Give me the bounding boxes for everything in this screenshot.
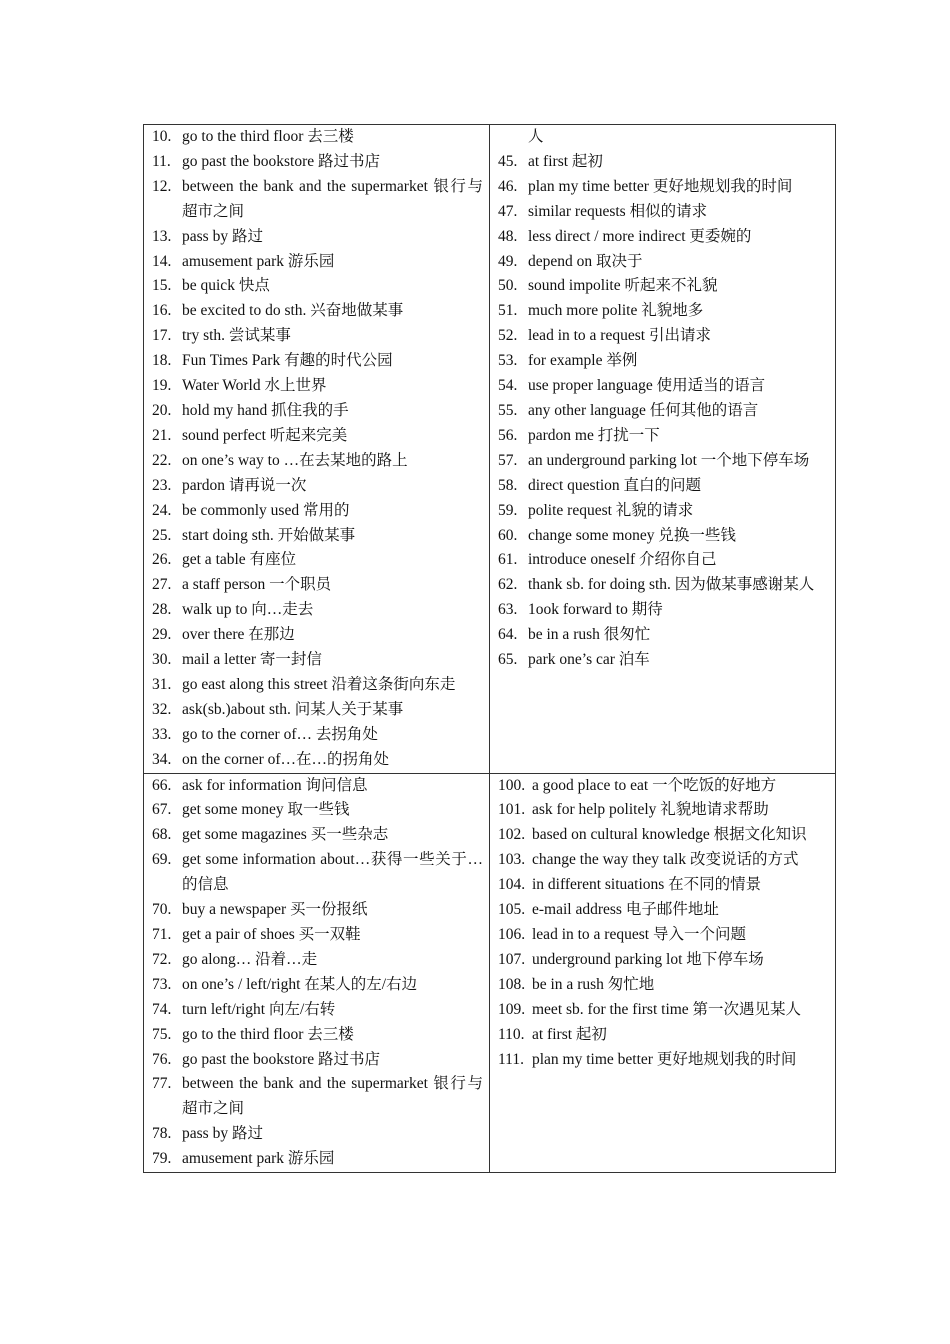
list-item xyxy=(498,200,829,225)
continued-text: 人 xyxy=(528,128,544,145)
item-number: 13. xyxy=(152,227,172,245)
item-number: 105. xyxy=(498,901,526,919)
item-text: pass by 路过 xyxy=(182,1125,263,1143)
item-number: 49. xyxy=(498,252,518,270)
list-item xyxy=(498,175,829,200)
item-number: 23. xyxy=(152,476,172,494)
list-item xyxy=(498,573,829,598)
item-number: 15. xyxy=(152,277,172,295)
list-top-right xyxy=(498,150,829,673)
list-item xyxy=(152,948,483,973)
item-number: 63. xyxy=(498,601,518,619)
list-item xyxy=(152,673,483,698)
item-number: 22. xyxy=(152,451,172,469)
cell-top-right xyxy=(490,125,836,774)
list-item xyxy=(498,848,829,873)
list-item xyxy=(498,349,829,374)
item-number: 16. xyxy=(152,302,172,320)
list-item xyxy=(152,225,483,250)
item-text: Water World 水上世界 xyxy=(182,377,327,395)
list-item xyxy=(152,1048,483,1073)
list-item xyxy=(498,598,829,623)
list-item xyxy=(498,873,829,898)
item-number: 106. xyxy=(498,926,526,943)
item-text: a staff person 一个职员 xyxy=(182,576,332,594)
item-text: turn left/right 向左/右转 xyxy=(182,1000,336,1018)
list-item xyxy=(498,923,829,948)
item-number: 77. xyxy=(152,1075,172,1093)
item-number: 102. xyxy=(498,826,526,844)
item-text: be excited to do sth. 兴奋地做某事 xyxy=(182,302,404,320)
item-number: 101. xyxy=(498,801,526,819)
item-number: 18. xyxy=(152,352,172,370)
cell-bottom-left xyxy=(144,773,490,1173)
item-number: 103. xyxy=(498,851,526,869)
item-number: 12. xyxy=(152,177,172,195)
item-text: in different situations 在不同的情景 xyxy=(532,876,762,894)
list-item xyxy=(152,150,483,175)
item-number: 54. xyxy=(498,377,518,395)
item-text: go past the bookstore 路过书店 xyxy=(182,1050,381,1068)
item-number: 66. xyxy=(152,776,172,794)
item-text: be commonly used 常用的 xyxy=(182,501,350,519)
list-item xyxy=(152,125,483,150)
list-item xyxy=(152,573,483,598)
item-text: go to the corner of… 去拐角处 xyxy=(182,725,378,743)
item-number: 30. xyxy=(152,651,172,669)
list-item xyxy=(498,225,829,250)
item-text: change the way they talk 改变说话的方式 xyxy=(532,851,799,869)
list-item xyxy=(498,399,829,424)
item-text: thank sb. for doing sth. 因为做某事感谢某人 xyxy=(528,576,815,594)
item-text: ask(sb.)about sth. 问某人关于某事 xyxy=(182,700,404,718)
item-number: 45. xyxy=(498,152,518,170)
item-number: 25. xyxy=(152,526,172,544)
item-text: plan my time better 更好地规划我的时间 xyxy=(532,1050,797,1068)
item-text: lead in to a request 导入一个问题 xyxy=(532,926,746,943)
list-item xyxy=(152,748,483,773)
item-text: sound perfect 听起来完美 xyxy=(182,426,348,444)
list-item xyxy=(498,548,829,573)
item-number: 48. xyxy=(498,227,518,245)
list-item xyxy=(498,424,829,449)
list-item xyxy=(152,774,483,799)
item-text: an underground parking lot 一个地下停车场 xyxy=(528,451,810,469)
item-text: use proper language 使用适当的语言 xyxy=(528,377,766,395)
list-bottom-right xyxy=(498,774,829,1073)
item-number: 24. xyxy=(152,501,172,519)
list-item xyxy=(498,250,829,275)
list-bottom-left xyxy=(152,774,483,1173)
item-text: over there 在那边 xyxy=(182,626,295,644)
list-item xyxy=(152,598,483,623)
list-top-left xyxy=(152,125,483,773)
item-number: 17. xyxy=(152,327,172,345)
list-item xyxy=(152,1147,483,1172)
item-number: 110. xyxy=(498,1025,525,1043)
item-number: 61. xyxy=(498,551,518,569)
list-item xyxy=(152,250,483,275)
list-item xyxy=(498,973,829,998)
item-number: 33. xyxy=(152,725,172,743)
item-text: get some information about…获得一些关于…的信息 xyxy=(182,851,483,894)
item-text: sound impolite 听起来不礼貌 xyxy=(528,277,718,295)
item-number: 28. xyxy=(152,601,172,619)
item-text: polite request 礼貌的请求 xyxy=(528,501,694,519)
item-text: a good place to eat 一个吃饭的好地方 xyxy=(532,776,777,794)
item-number: 109. xyxy=(498,1000,526,1018)
item-text: get a pair of shoes 买一双鞋 xyxy=(182,926,361,943)
item-number: 19. xyxy=(152,377,172,395)
item-text: ask for help politely 礼貌地请求帮助 xyxy=(532,801,769,819)
item-text: direct question 直白的问题 xyxy=(528,476,702,494)
list-item xyxy=(498,774,829,799)
list-item xyxy=(498,798,829,823)
item-number: 50. xyxy=(498,277,518,295)
list-item xyxy=(498,299,829,324)
item-number: 79. xyxy=(152,1150,172,1168)
item-text: amusement park 游乐园 xyxy=(182,1150,335,1168)
item-number: 69. xyxy=(152,851,172,869)
item-text: plan my time better 更好地规划我的时间 xyxy=(528,177,793,195)
list-item xyxy=(152,1072,483,1122)
item-number: 10. xyxy=(152,128,172,145)
item-text: between the bank and the supermarket 银行与超市之间 xyxy=(182,1075,483,1118)
item-text: go east along this street 沿着这条街向东走 xyxy=(182,675,456,693)
list-item xyxy=(152,923,483,948)
item-text: introduce oneself 介绍你自己 xyxy=(528,551,717,569)
item-text: 1ook forward to 期待 xyxy=(528,601,663,619)
item-number: 29. xyxy=(152,626,172,644)
item-text: e-mail address 电子邮件地址 xyxy=(532,901,719,919)
item-number: 76. xyxy=(152,1050,172,1068)
item-number: 58. xyxy=(498,476,518,494)
item-text: get some money 取一些钱 xyxy=(182,801,350,819)
list-item xyxy=(498,499,829,524)
item-text: meet sb. for the first time 第一次遇见某人 xyxy=(532,1000,802,1018)
item-text: be quick 快点 xyxy=(182,277,270,295)
item-number: 111. xyxy=(498,1050,524,1068)
list-item xyxy=(498,324,829,349)
list-item xyxy=(498,998,829,1023)
item-text: go to the third floor 去三楼 xyxy=(182,128,354,145)
list-item xyxy=(498,524,829,549)
item-text: be in a rush 很匆忙 xyxy=(528,626,651,644)
item-number: 64. xyxy=(498,626,518,644)
item-text: any other language 任何其他的语言 xyxy=(528,401,759,419)
list-item xyxy=(152,399,483,424)
item-text: pardon 请再说一次 xyxy=(182,476,307,494)
list-item xyxy=(152,548,483,573)
item-number: 11. xyxy=(152,152,171,170)
item-number: 20. xyxy=(152,401,172,419)
list-item xyxy=(152,524,483,549)
item-number: 51. xyxy=(498,302,518,320)
list-item xyxy=(152,848,483,898)
item-number: 27. xyxy=(152,576,172,594)
item-text: mail a letter 寄一封信 xyxy=(182,651,322,669)
list-item xyxy=(498,150,829,175)
list-item xyxy=(152,973,483,998)
list-item xyxy=(152,499,483,524)
vocabulary-sheet xyxy=(143,124,815,1173)
item-number: 14. xyxy=(152,252,172,270)
item-number: 100. xyxy=(498,776,526,794)
item-text: hold my hand 抓住我的手 xyxy=(182,401,349,419)
list-item xyxy=(498,648,829,673)
item-number: 56. xyxy=(498,426,518,444)
vocabulary-table xyxy=(143,124,836,1173)
item-text: park one’s car 泊车 xyxy=(528,651,650,669)
item-number: 73. xyxy=(152,975,172,993)
item-text: much more polite 礼貌地多 xyxy=(528,302,704,320)
item-number: 78. xyxy=(152,1125,172,1143)
item-number: 32. xyxy=(152,700,172,718)
item-number: 70. xyxy=(152,901,172,919)
item-text: depend on 取决于 xyxy=(528,252,643,270)
item-number: 107. xyxy=(498,950,526,968)
item-text: Fun Times Park 有趣的时代公园 xyxy=(182,352,393,370)
list-item xyxy=(498,898,829,923)
list-item xyxy=(498,374,829,399)
list-item xyxy=(498,823,829,848)
list-item xyxy=(152,374,483,399)
list-item xyxy=(152,998,483,1023)
list-item xyxy=(152,823,483,848)
item-number: 31. xyxy=(152,675,172,693)
item-text: for example 举例 xyxy=(528,352,638,370)
item-number: 104. xyxy=(498,876,526,894)
item-text: on one’s way to …在去某地的路上 xyxy=(182,451,408,469)
item-text: go along… 沿着…走 xyxy=(182,950,318,968)
item-text: lead in to a request 引出请求 xyxy=(528,327,711,345)
item-text: less direct / more indirect 更委婉的 xyxy=(528,227,752,245)
item-text: on one’s / left/right 在某人的左/右边 xyxy=(182,975,418,993)
item-text: walk up to 向…走去 xyxy=(182,601,314,619)
item-number: 67. xyxy=(152,801,172,819)
item-number: 26. xyxy=(152,551,172,569)
item-text: underground parking lot 地下停车场 xyxy=(532,950,764,968)
item-number: 71. xyxy=(152,926,172,943)
list-item xyxy=(152,898,483,923)
item-number: 68. xyxy=(152,826,172,844)
list-item xyxy=(152,1122,483,1147)
list-item xyxy=(152,424,483,449)
list-item xyxy=(152,648,483,673)
item-number: 55. xyxy=(498,401,518,419)
list-item xyxy=(152,623,483,648)
list-item xyxy=(152,175,483,225)
list-item xyxy=(152,723,483,748)
item-text: based on cultural knowledge 根据文化知识 xyxy=(532,826,807,844)
list-item xyxy=(498,274,829,299)
table-row-bottom xyxy=(144,773,836,1173)
item-text: change some money 兑换一些钱 xyxy=(528,526,736,544)
item-number: 59. xyxy=(498,501,518,519)
list-item xyxy=(498,474,829,499)
item-number: 21. xyxy=(152,426,172,444)
list-item xyxy=(152,698,483,723)
item-number: 46. xyxy=(498,177,518,195)
item-text: ask for information 询问信息 xyxy=(182,776,368,794)
item-text: go past the bookstore 路过书店 xyxy=(182,152,381,170)
item-text: go to the third floor 去三楼 xyxy=(182,1025,354,1043)
item-text: start doing sth. 开始做某事 xyxy=(182,526,356,544)
item-number: 108. xyxy=(498,975,526,993)
list-item xyxy=(498,449,829,474)
cell-bottom-right xyxy=(490,773,836,1173)
list-item xyxy=(152,798,483,823)
list-item xyxy=(498,948,829,973)
list-item xyxy=(152,349,483,374)
item-text: similar requests 相似的请求 xyxy=(528,202,708,220)
item-number: 52. xyxy=(498,327,518,345)
list-item xyxy=(152,324,483,349)
item-number: 65. xyxy=(498,651,518,669)
item-text: pass by 路过 xyxy=(182,227,263,245)
item-text: on the corner of…在…的拐角处 xyxy=(182,750,390,768)
item-text: at first 起初 xyxy=(532,1025,607,1043)
item-number: 34. xyxy=(152,750,172,768)
list-item xyxy=(152,1023,483,1048)
item-text: pardon me 打扰一下 xyxy=(528,426,660,444)
cell-top-left xyxy=(144,125,490,774)
item-text: get a table 有座位 xyxy=(182,551,297,569)
list-item xyxy=(152,449,483,474)
item-text: at first 起初 xyxy=(528,152,603,170)
table-row-top xyxy=(144,125,836,774)
list-item xyxy=(152,299,483,324)
item-number: 74. xyxy=(152,1000,172,1018)
item-number: 72. xyxy=(152,950,172,968)
item-text: get some magazines 买一些杂志 xyxy=(182,826,389,844)
item-text: try sth. 尝试某事 xyxy=(182,327,291,345)
item-number: 53. xyxy=(498,352,518,370)
item-number: 60. xyxy=(498,526,518,544)
item-text: be in a rush 匆忙地 xyxy=(532,975,655,993)
list-item xyxy=(498,1048,829,1073)
list-item xyxy=(498,1023,829,1048)
item-number: 75. xyxy=(152,1025,172,1043)
list-item xyxy=(498,623,829,648)
list-item xyxy=(152,474,483,499)
item-text: amusement park 游乐园 xyxy=(182,252,335,270)
item-number: 47. xyxy=(498,202,518,220)
item-number: 62. xyxy=(498,576,518,594)
item-text: between the bank and the supermarket 银行与超市之间 xyxy=(182,177,483,220)
list-item xyxy=(152,274,483,299)
item-number: 57. xyxy=(498,451,518,469)
item-text: buy a newspaper 买一份报纸 xyxy=(182,901,368,919)
